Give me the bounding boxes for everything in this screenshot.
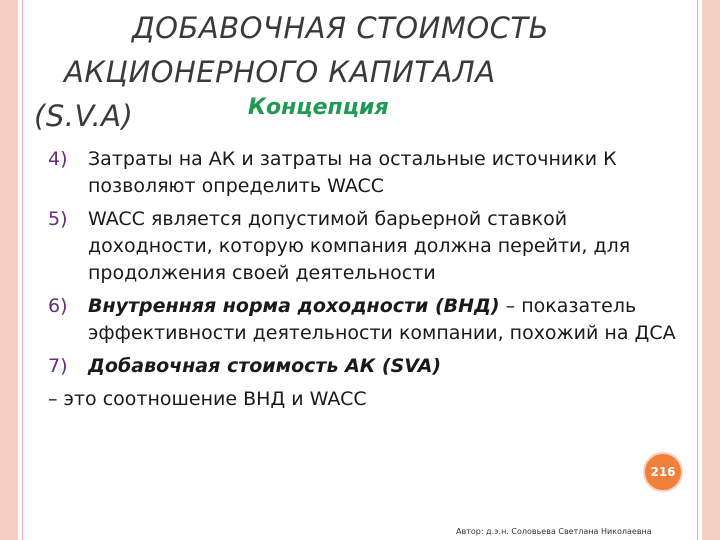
title-line-1: ДОБАВОЧНАЯ СТОИМОСТЬ: [132, 11, 550, 45]
left-border-line: [22, 0, 23, 540]
list-item: [48, 293, 688, 347]
left-border-decoration: [0, 0, 18, 540]
right-border-line: [697, 0, 698, 540]
author-footer: Автор: д.э.н. Соловьева Светлана Николаевна: [456, 527, 652, 536]
list-item-text: WACC является допустимой барьерной ставкой доходности, которую компания должна перейти, для продолжения своей деятельности: [88, 208, 631, 284]
page-number-badge: 216: [643, 452, 683, 492]
list-item-number: 4): [48, 148, 68, 170]
list-item: [48, 146, 688, 200]
title-line-2: АКЦИОНЕРНОГО КАПИТАЛА: [64, 55, 496, 89]
list-item: [48, 353, 688, 380]
list-item-text: Затраты на АК и затраты на остальные источники К позволяют определить WACC: [88, 148, 617, 197]
list-item-text: – показатель эффективности деятельности компании, похожий на ДСА: [88, 295, 676, 344]
list-item-number: 6): [48, 295, 68, 317]
conclusion-text: – это соотношение ВНД и WACC: [48, 388, 367, 410]
list-item-bold-term: Добавочная стоимость АК (SVA): [88, 355, 442, 377]
list-item-number: 5): [48, 208, 68, 230]
right-border-decoration: [702, 0, 720, 540]
list-item: [48, 206, 688, 287]
slide-subtitle: Концепция: [248, 95, 389, 120]
list-item-number: 7): [48, 355, 68, 377]
content-list: [48, 146, 688, 413]
title-line-3: (S.V.A): [34, 99, 134, 133]
list-item-bold-term: Внутренняя норма доходности (ВНД): [88, 295, 500, 317]
